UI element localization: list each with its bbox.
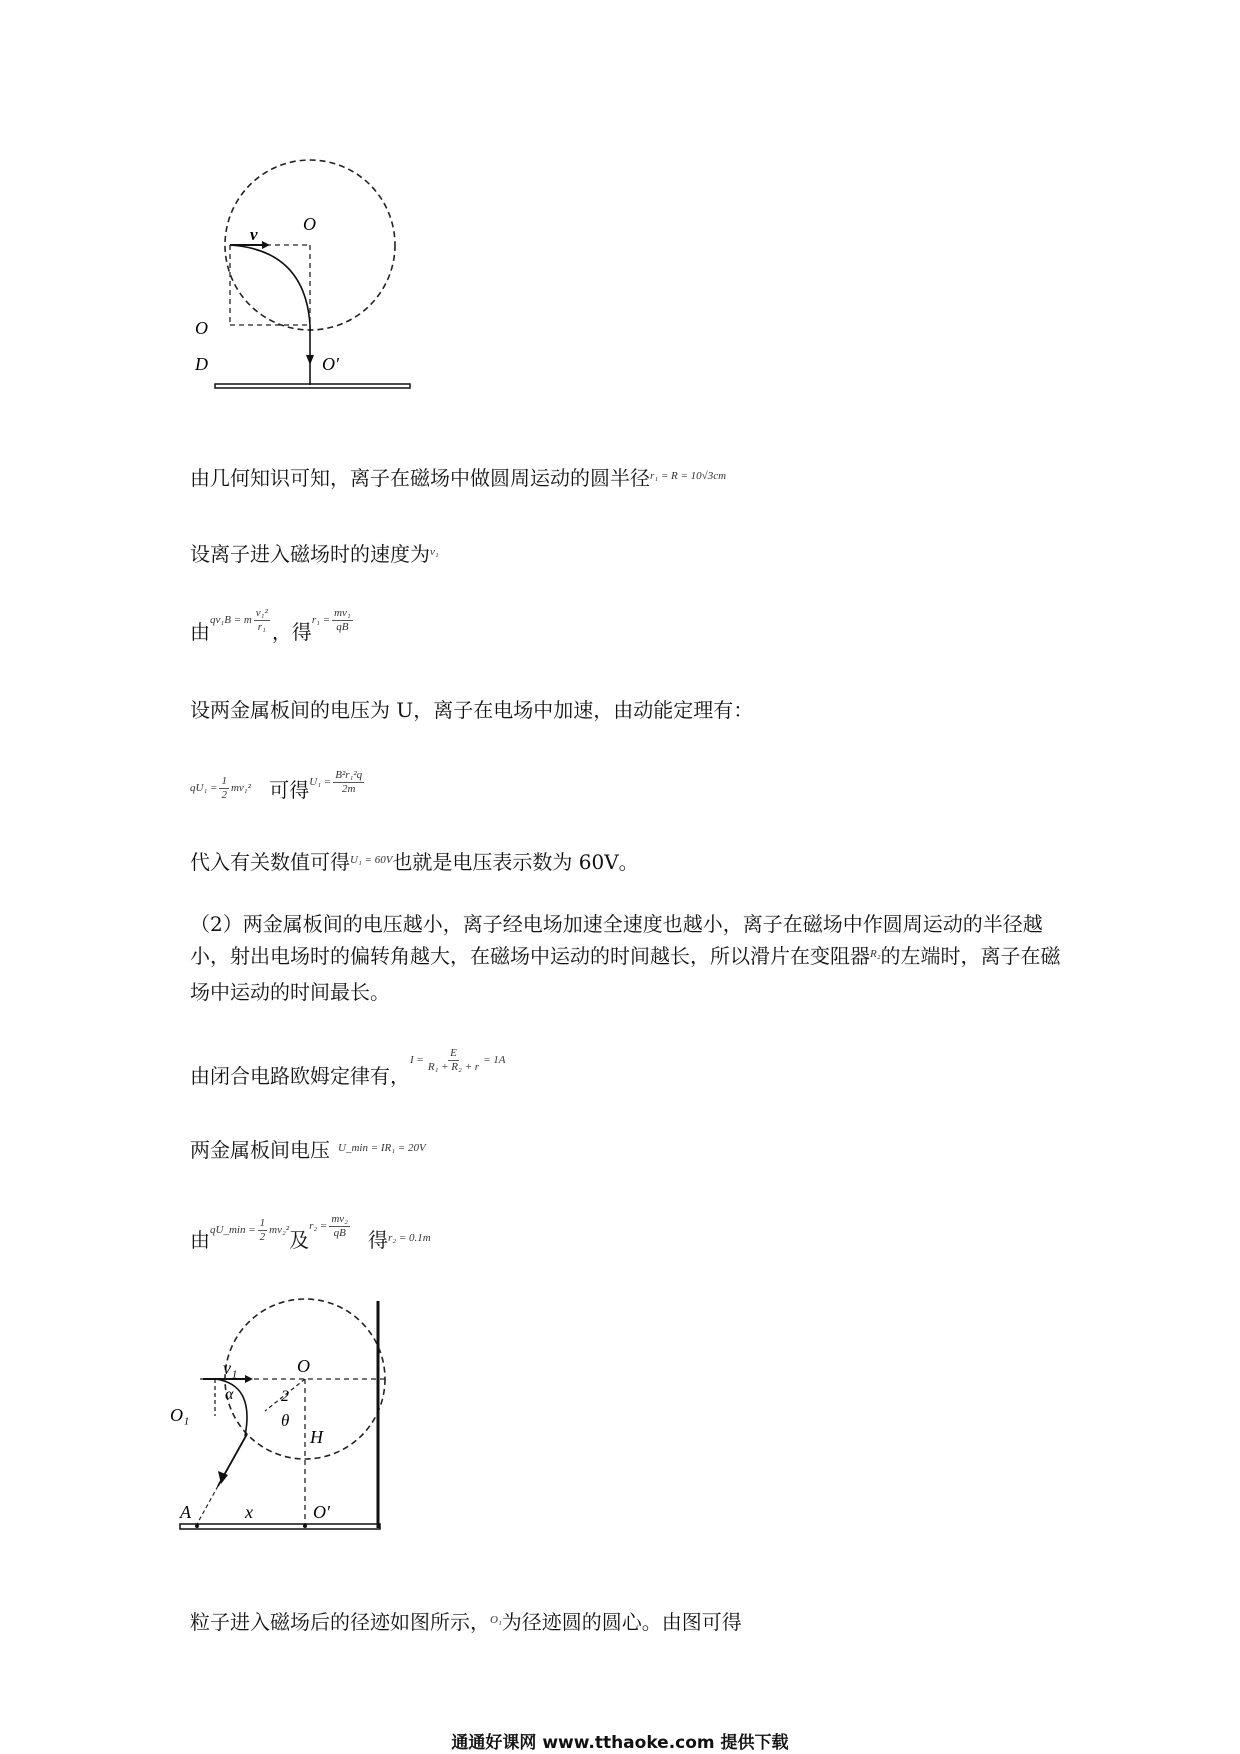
figure-1-diagram — [190, 160, 420, 400]
text-line-min-voltage — [190, 1136, 426, 1168]
velocity-arrowhead — [262, 241, 270, 249]
point-a — [195, 1524, 199, 1528]
para2-text-b: 的左端时，离子在磁场中运动的时间最长。 — [190, 944, 1061, 1004]
radius-formula: r₁ = R = 10√3cm — [650, 470, 727, 482]
min-energy-equation: qU_min = $\frac{1}{2}$ mv₂² — [210, 1216, 290, 1243]
text-line-energy — [190, 768, 366, 808]
exit-arrowhead — [306, 355, 314, 365]
page-footer: 通通好课网 www.tthaoke.com 提供下载 — [451, 1733, 789, 1753]
voltage-expression: U₁ = $\frac{\text{B²r₁²q}}{2m}$ — [309, 768, 363, 795]
label-o1: O₁ — [170, 1405, 190, 1425]
result-text-a: 代入有关数值可得 — [190, 850, 350, 874]
word-you-2: 由 — [190, 1228, 210, 1252]
label-o-center: O — [303, 214, 316, 234]
velocity-arrowhead-2 — [245, 1375, 253, 1383]
word-you: 由 — [190, 620, 210, 644]
result-text-b: 也就是电压表示数为 60V。 — [392, 850, 639, 874]
label-o-prime-2: O′ — [313, 1502, 330, 1522]
dashed-to-a — [197, 1486, 218, 1524]
min-voltage-text: 两金属板间电压 — [190, 1138, 330, 1162]
label-a: A — [180, 1502, 191, 1522]
text-line-ohm-law — [190, 1046, 506, 1094]
text-line-voltage — [190, 696, 753, 724]
label-v: v — [250, 225, 258, 244]
ohm-text: 由闭合电路欧姆定律有， — [190, 1064, 410, 1088]
bottom-plate-2 — [180, 1524, 380, 1529]
radius-expression: r₁ = $\frac{\text{mv₁}}{qB}$ — [311, 606, 351, 633]
label-alpha: α — [225, 1386, 234, 1403]
paragraph-part-2 — [190, 908, 1070, 1008]
label-o-left: O — [195, 318, 208, 338]
resistor-r2-symbol: R₂ — [870, 948, 881, 960]
trajectory-text-b: 为径迹圆的圆心。由图可得 — [501, 1610, 742, 1634]
velocity-text: 设离子进入磁场时的速度为 — [190, 542, 430, 566]
trajectory-text-a: 粒子进入磁场后的径迹如图所示， — [190, 1610, 490, 1634]
text-line-result — [190, 848, 639, 880]
label-two: 2 — [281, 1388, 289, 1405]
text-line-r2 — [190, 1212, 431, 1258]
r2-result: r₂ = 0.1m — [388, 1232, 431, 1244]
radius-text: 由几何知识可知，离子在磁场中做圆周运动的圆半径 — [190, 466, 650, 490]
text-line-trajectory — [190, 1608, 742, 1640]
r2-expression: r₂ = $\frac{\text{mv₂}}{qB}$ — [309, 1212, 349, 1239]
voltage-text: 设两金属板间的电压为 U，离子在电场中加速，由动能定理有： — [190, 698, 754, 722]
point-o-prime — [303, 1524, 307, 1528]
velocity-symbol: v₁ — [430, 546, 439, 558]
label-theta: θ — [281, 1411, 290, 1430]
word-de: 得 — [368, 1228, 389, 1252]
text-line-radius — [190, 464, 726, 496]
text-line-velocity — [190, 540, 439, 572]
ohm-equation: I = $\frac{E}{\text{R₁ + R₂ + r}}$ = 1A — [410, 1046, 506, 1073]
energy-equation: qU₁ = $\frac{1}{2}$ mv₁² — [190, 774, 251, 801]
word-ji: 及 — [289, 1228, 310, 1252]
word-kede: 可得 — [269, 778, 310, 802]
label-h: H — [310, 1427, 323, 1447]
label-o: O — [297, 1356, 310, 1376]
label-v1: v₁ — [223, 1358, 238, 1378]
label-x: x — [245, 1502, 253, 1522]
particle-trajectory-arc — [230, 245, 310, 325]
text-line-force-equation — [190, 606, 355, 650]
word-comma-de: ，得 — [271, 620, 312, 644]
label-d: D — [195, 354, 208, 374]
bottom-plate — [215, 384, 410, 388]
o1-symbol: O₁ — [490, 1614, 502, 1626]
label-o-prime: O′ — [322, 354, 339, 374]
result-formula: U₁ = 60V — [350, 854, 393, 866]
lorentz-equation: qv₁B = m $\frac{\text{v₁²}}{\text{r₁}}$ — [210, 606, 268, 633]
figure-2-diagram — [170, 1296, 435, 1536]
para2-text-a: （2）两金属板间的电压越小，离子经电场加速全速度也越小，离子在磁场中作圆周运动的半径越小，射出电场时的偏转角越大，在磁场中运动的时间越长，所以滑片在变阻器 — [190, 912, 1043, 968]
min-voltage-formula: U_min = IR₁ = 20V — [338, 1142, 426, 1154]
